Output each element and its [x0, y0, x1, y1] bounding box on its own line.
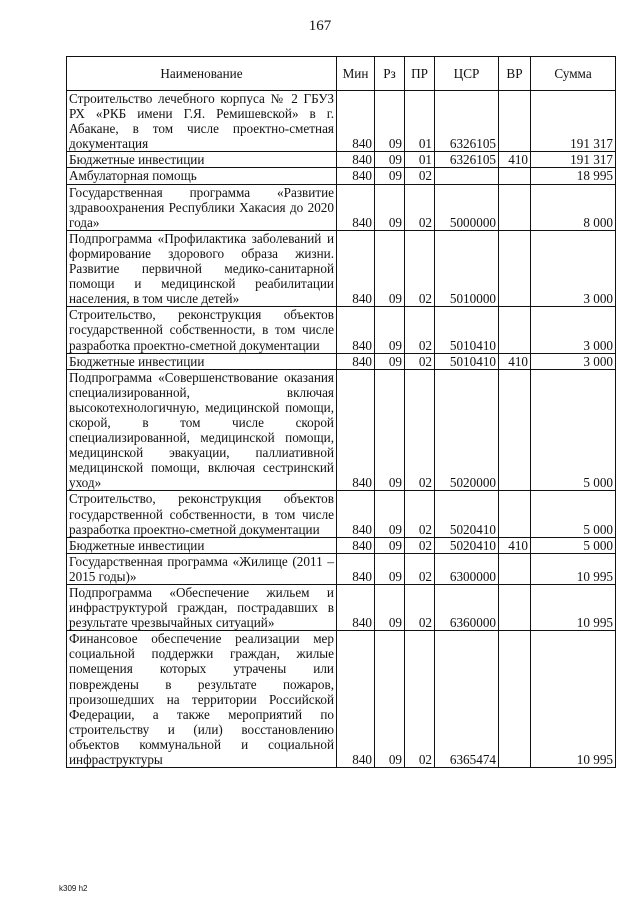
row-sum: 18 995 — [531, 168, 616, 184]
table-row — [67, 91, 616, 152]
row-vr — [499, 307, 531, 353]
row-name: Государственная программа «Развитие здравоохранения Республики Хакасия до 2020 года» — [67, 184, 337, 230]
row-vr: 410 — [499, 537, 531, 553]
row-rz: 09 — [375, 168, 405, 184]
row-sum: 5 000 — [531, 537, 616, 553]
row-pr: 02 — [405, 369, 435, 491]
row-vr — [499, 491, 531, 537]
row-pr: 02 — [405, 230, 435, 306]
row-sum: 191 317 — [531, 152, 616, 168]
header-min: Мин — [337, 57, 375, 91]
row-pr: 02 — [405, 491, 435, 537]
table-row — [67, 369, 616, 491]
row-vr: 410 — [499, 152, 531, 168]
row-pr: 02 — [405, 353, 435, 369]
row-sum: 191 317 — [531, 91, 616, 152]
table-row — [67, 168, 616, 184]
row-sum: 10 995 — [531, 631, 616, 768]
row-vr — [499, 631, 531, 768]
row-name: Бюджетные инвестиции — [67, 537, 337, 553]
row-rz: 09 — [375, 537, 405, 553]
row-rz: 09 — [375, 91, 405, 152]
row-csr: 6326105 — [435, 152, 499, 168]
header-csr: ЦСР — [435, 57, 499, 91]
row-sum: 3 000 — [531, 353, 616, 369]
header-rz: Рз — [375, 57, 405, 91]
table-row — [67, 230, 616, 306]
row-sum: 3 000 — [531, 230, 616, 306]
row-rz: 09 — [375, 184, 405, 230]
row-vr: 410 — [499, 353, 531, 369]
row-pr: 02 — [405, 585, 435, 631]
table-row — [67, 585, 616, 631]
row-name: Амбулаторная помощь — [67, 168, 337, 184]
row-rz: 09 — [375, 585, 405, 631]
row-min: 840 — [337, 631, 375, 768]
row-vr — [499, 168, 531, 184]
row-min: 840 — [337, 230, 375, 306]
row-csr: 6300000 — [435, 553, 499, 584]
row-name: Бюджетные инвестиции — [67, 152, 337, 168]
header-name: Наименование — [67, 57, 337, 91]
row-pr: 02 — [405, 168, 435, 184]
row-csr: 5020410 — [435, 537, 499, 553]
row-min: 840 — [337, 184, 375, 230]
row-name: Бюджетные инвестиции — [67, 353, 337, 369]
table-row — [67, 184, 616, 230]
row-sum: 10 995 — [531, 585, 616, 631]
row-vr — [499, 369, 531, 491]
row-vr — [499, 184, 531, 230]
header-vr: ВР — [499, 57, 531, 91]
table-header-row — [67, 57, 616, 91]
row-name: Подпрограмма «Совершенствование оказания специализированной, включая высокотехнологичную, медицинской помощи, скорой, в том числе скорой специализированной, медицинской помощи, медицинской эвакуации, паллиативной медицинской помощи, включая сестринский уход» — [67, 369, 337, 491]
row-pr: 02 — [405, 184, 435, 230]
row-min: 840 — [337, 369, 375, 491]
row-rz: 09 — [375, 491, 405, 537]
row-pr: 01 — [405, 152, 435, 168]
row-pr: 02 — [405, 537, 435, 553]
row-csr: 5010410 — [435, 353, 499, 369]
row-sum: 5 000 — [531, 369, 616, 491]
row-pr: 02 — [405, 553, 435, 584]
row-rz: 09 — [375, 553, 405, 584]
row-name: Строительство, реконструкция объектов государственной собственности, в том числе разработка проектно-сметной документации — [67, 307, 337, 353]
table-row — [67, 307, 616, 353]
row-csr: 6360000 — [435, 585, 499, 631]
row-csr: 5010410 — [435, 307, 499, 353]
row-pr: 02 — [405, 631, 435, 768]
footer-code: k309 h2 — [59, 884, 88, 893]
table-row — [67, 553, 616, 584]
row-sum: 5 000 — [531, 491, 616, 537]
row-rz: 09 — [375, 152, 405, 168]
header-pr: ПР — [405, 57, 435, 91]
row-csr: 5000000 — [435, 184, 499, 230]
row-rz: 09 — [375, 353, 405, 369]
table-row — [67, 491, 616, 537]
row-csr: 6326105 — [435, 91, 499, 152]
row-name: Подпрограмма «Обеспечение жильем и инфраструктурой граждан, пострадавших в результате чрезвычайных ситуаций» — [67, 585, 337, 631]
budget-table — [66, 56, 616, 768]
row-sum: 8 000 — [531, 184, 616, 230]
row-vr — [499, 230, 531, 306]
row-name: Строительство, реконструкция объектов государственной собственности, в том числе разработка проектно-сметной документации — [67, 491, 337, 537]
row-sum: 10 995 — [531, 553, 616, 584]
table-row — [67, 537, 616, 553]
row-csr: 5020410 — [435, 491, 499, 537]
row-rz: 09 — [375, 631, 405, 768]
row-vr — [499, 585, 531, 631]
table-row — [67, 631, 616, 768]
row-vr — [499, 91, 531, 152]
row-rz: 09 — [375, 369, 405, 491]
row-vr — [499, 553, 531, 584]
row-rz: 09 — [375, 307, 405, 353]
row-name: Финансовое обеспечение реализации мер социальной поддержки граждан, жилые помещения которых утрачены или повреждены в результате пожаров, произошедших на территории Российской Федерации, а также мероприятий по строительству и (или) восстановлению объектов коммунальной и социальной инфраструктуры — [67, 631, 337, 768]
row-min: 840 — [337, 152, 375, 168]
row-min: 840 — [337, 353, 375, 369]
row-csr: 5010000 — [435, 230, 499, 306]
row-pr: 02 — [405, 307, 435, 353]
row-name: Строительство лечебного корпуса № 2 ГБУЗ РХ «РКБ имени Г.Я. Ремишевской» в г. Абакане, в том числе проектно-сметная документация — [67, 91, 337, 152]
row-min: 840 — [337, 91, 375, 152]
row-min: 840 — [337, 553, 375, 584]
row-min: 840 — [337, 307, 375, 353]
row-csr — [435, 168, 499, 184]
page-number: 167 — [308, 18, 332, 34]
row-min: 840 — [337, 168, 375, 184]
row-csr: 5020000 — [435, 369, 499, 491]
row-pr: 01 — [405, 91, 435, 152]
row-min: 840 — [337, 491, 375, 537]
table-row — [67, 152, 616, 168]
row-min: 840 — [337, 537, 375, 553]
row-min: 840 — [337, 585, 375, 631]
row-csr: 6365474 — [435, 631, 499, 768]
row-rz: 09 — [375, 230, 405, 306]
header-sum: Сумма — [531, 57, 616, 91]
row-sum: 3 000 — [531, 307, 616, 353]
table-row — [67, 353, 616, 369]
row-name: Подпрограмма «Профилактика заболеваний и формирование здорового образа жизни. Развитие первичной медико-санитарной помощи и медицинской реабилитации населения, в том числе детей» — [67, 230, 337, 306]
row-name: Государственная программа «Жилище (2011 – 2015 годы)» — [67, 553, 337, 584]
